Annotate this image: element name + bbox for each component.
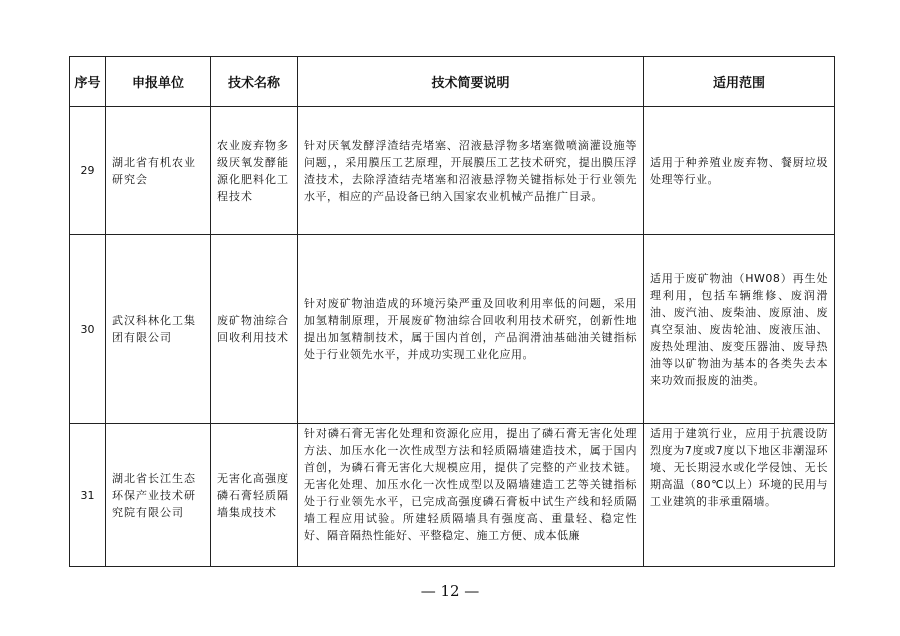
table-row [70,424,835,567]
table-header-row [70,57,835,107]
row-unit: 武汉科林化工集团有限公司 [106,235,211,424]
header-unit: 申报单位 [106,57,211,107]
row-number: 30 [70,235,106,424]
page-number: — 12 — [420,582,480,600]
row-scope: 适用于建筑行业，应用于抗震设防烈度为7度或7度以下地区非潮湿环境、无长期浸水或化学侵蚀、无长期高温（80℃以上）环境的民用与工业建筑的非承重隔墙。 [644,424,835,567]
row-tech-name: 废矿物油综合回收利用技术 [211,235,298,424]
row-description: 针对废矿物油造成的环境污染严重及回收利用率低的问题，采用加氢精制原理，开展废矿物油综合回收利用技术研究，创新性地提出加氢精制技术，属于国内首创，产品润滑油基础油关键指标处于行业领先水平，并成功实现工业化应用。 [298,235,644,424]
row-number: 29 [70,107,106,235]
header-scope: 适用范围 [644,57,835,107]
row-scope: 适用于种养殖业废弃物、餐厨垃圾处理等行业。 [644,107,835,235]
header-number: 序号 [70,57,106,107]
row-scope: 适用于废矿物油（HW08）再生处理利用，包括车辆维修、废润滑油、废汽油、废柴油、废原油、废真空泵油、废齿轮油、废液压油、废热处理油、废变压器油、废导热油等以矿物油为基本的各类失去本来功效而报废的油类。 [644,235,835,424]
row-unit: 湖北省有机农业研究会 [106,107,211,235]
row-tech-name: 无害化高强度磷石膏轻质隔墙集成技术 [211,424,298,567]
table-row [70,107,835,235]
header-description: 技术简要说明 [298,57,644,107]
row-description: 针对磷石膏无害化处理和资源化应用，提出了磷石膏无害化处理方法、加压水化一次性成型方法和轻质隔墙建造技术，属于国内首创，为磷石膏无害化大规模应用，提供了完整的产业技术链。无害化处理、加压水化一次性成型以及隔墙建造工艺等关键指标处于行业领先水平，已完成高强度磷石膏板中试生产线和轻质隔墙工程应用试验。所建轻质隔墙具有强度高、重量轻、稳定性好、隔音隔热性能好、平整稳定、施工方便、成本低廉 [298,424,644,567]
row-tech-name: 农业废弃物多级厌氧发酵能源化肥料化工程技术 [211,107,298,235]
row-unit: 湖北省长江生态环保产业技术研究院有限公司 [106,424,211,567]
technology-table [69,56,835,567]
header-tech-name: 技术名称 [211,57,298,107]
row-description: 针对厌氧发酵浮渣结壳堵塞、沼液悬浮物多堵塞微喷滴灌设施等问题，，采用膜压工艺原理，开展膜压工艺技术研究，提出膜压浮渣技术，去除浮渣结壳堵塞和沼液悬浮物关键指标处于行业领先水平，相应的产品设备已纳入国家农业机械产品推广目录。 [298,107,644,235]
row-number: 31 [70,424,106,567]
table-row [70,235,835,424]
